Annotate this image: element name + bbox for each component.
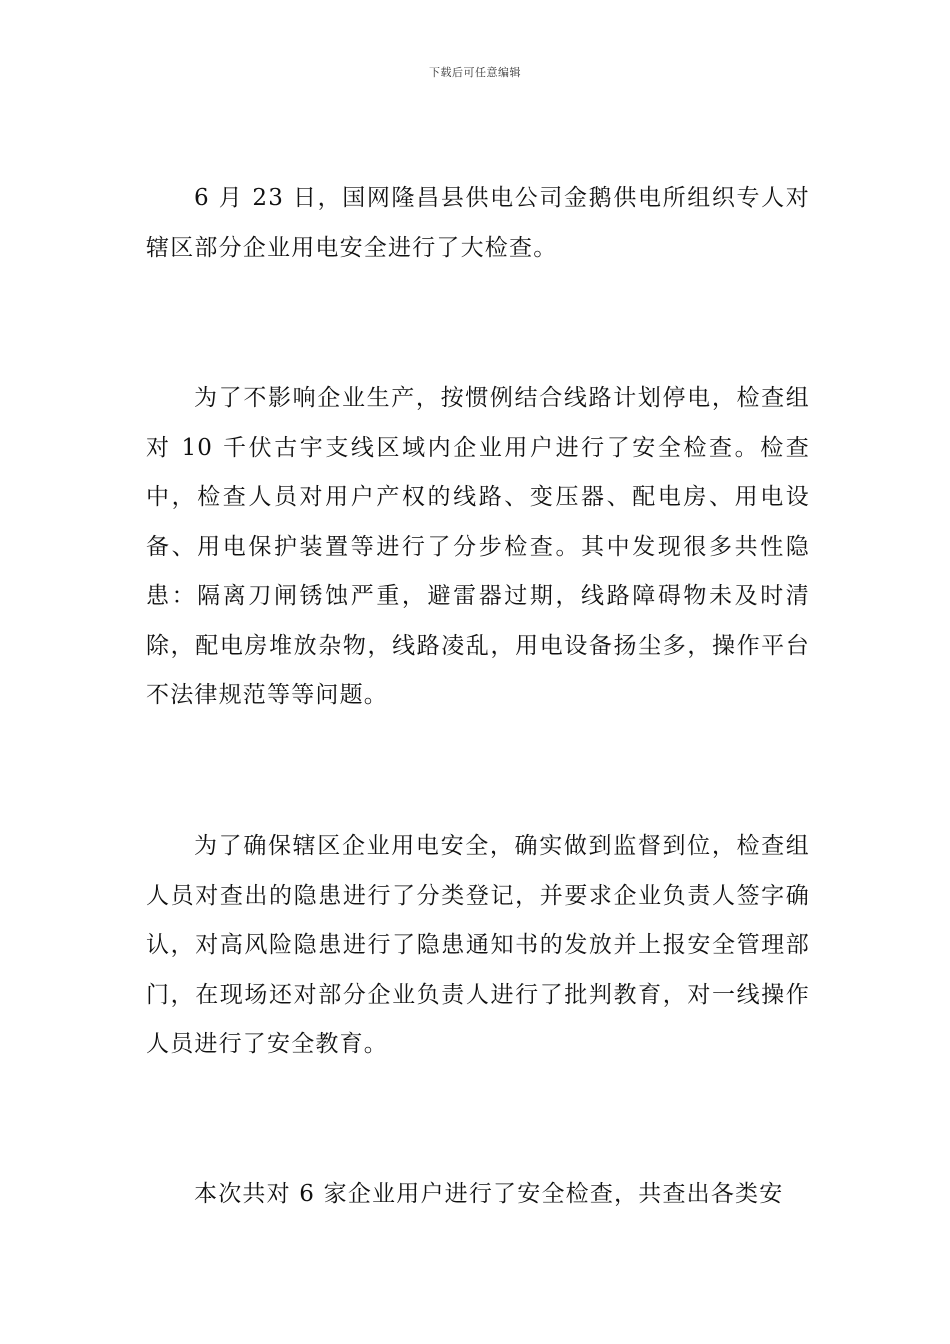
header-note: 下载后可任意编辑 [429, 66, 521, 79]
paragraph-3: 为了确保辖区企业用电安全，确实做到监督到位，检查组人员对查出的隐患进行了分类登记，并要求企业负责人签字确认，对高风险隐患进行了隐患通知书的发放并上报安全管理部门，在现场还对部分企业负责人进行了批判教育，对一线操作人员进行了安全教育。 [146, 833, 810, 1057]
paragraph-1: 6 月 23 日，国网隆昌县供电公司金鹅供电所组织专人对辖区部分企业用电安全进行了大检查。 [146, 185, 810, 261]
paragraph-2: 为了不影响企业生产，按惯例结合线路计划停电，检查组对 10 千伏古宇支线区域内企业用户进行了安全检查。检查中，检查人员对用户产权的线路、变压器、配电房、用电设备、用电保护装置等进行了分步检查。其中发现很多共性隐患：隔离刀闸锈蚀严重，避雷器过期，线路障碍物未及时清除，配电房堆放杂物，线路凌乱，用电设备扬尘多，操作平台不法律规范等等问题。 [146, 385, 810, 708]
paragraph-4: 本次共对 6 家企业用户进行了安全检查，共查出各类安 [194, 1181, 784, 1207]
